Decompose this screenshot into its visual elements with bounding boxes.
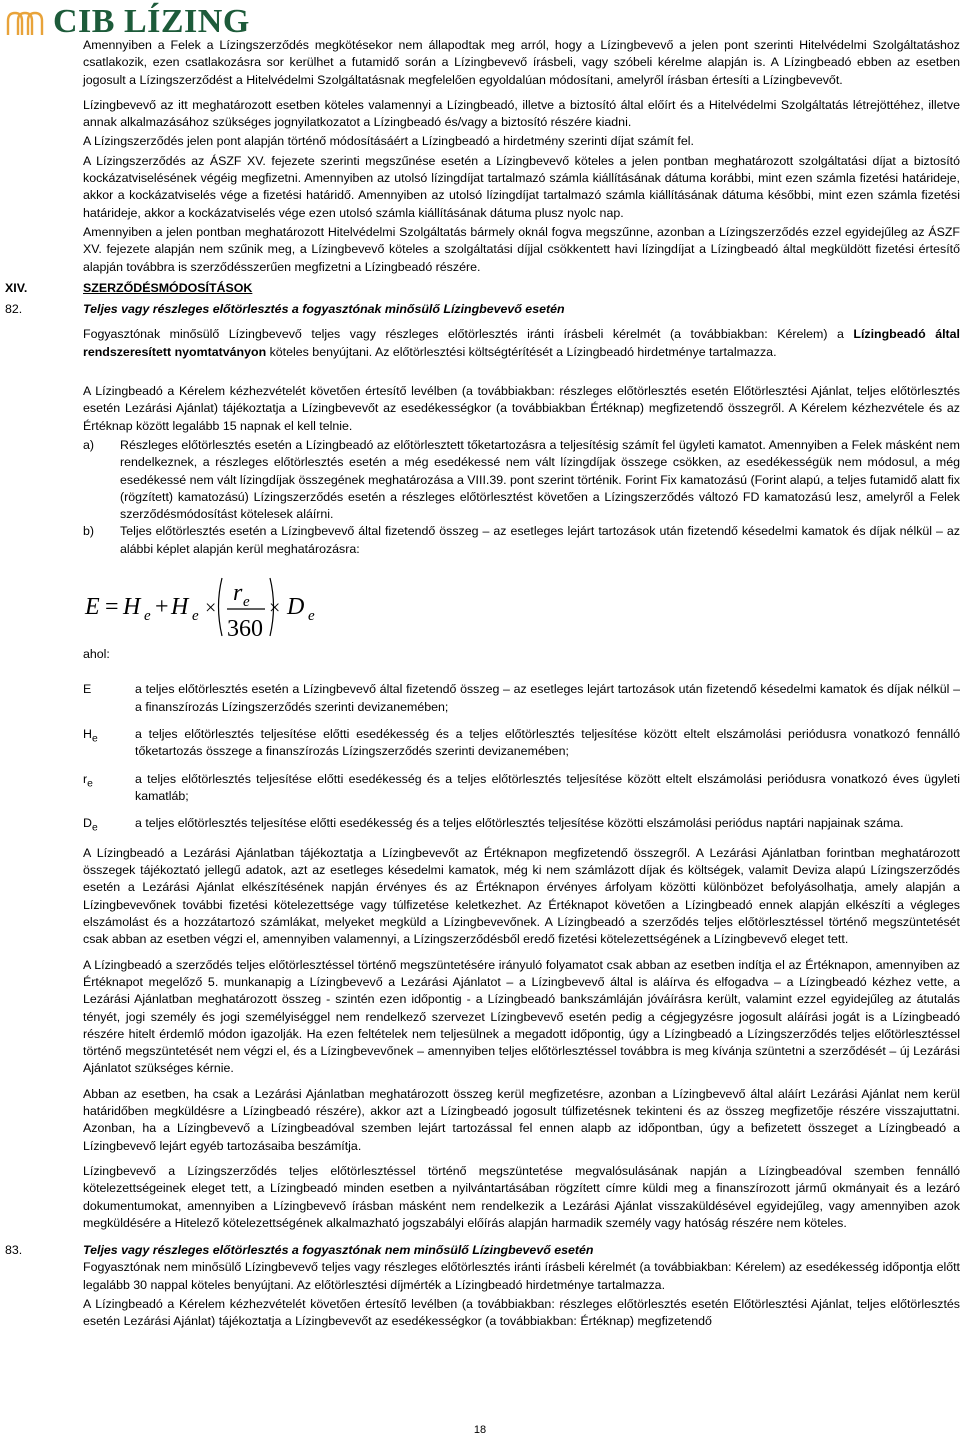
section-title: SZERZŐDÉSMÓDOSÍTÁSOK	[83, 280, 253, 295]
header	[5, 2, 250, 42]
formula-plus: +	[155, 594, 169, 621]
symbol-letter: r	[83, 771, 88, 786]
paragraph: A Lízingszerződés az ÁSZF XV. fejezete szerinti megszűnése esetén a Lízingbevevő köteles a jelen pontban meghatározott szolgáltatási díjat a biztosító kockázatviselésének végéig megfizetni. Amennyiben az utolsó lízingdíjat tartalmazó számla kiállításának dátuma korábbi, mint ezen számla fizetési határideje, akkor a kockázatviselés vége a fizetési határidő. Amennyiben az utolsó lízingdíjat tartalmazó számla kiállításának dátuma későbbi, mint ezen számla fizetési határideje, akkor a kockázatviselés vége ezen utolsó számla kiállításának dátuma plusz nyolc nap.	[83, 153, 960, 220]
item-number: 83.	[5, 1243, 23, 1258]
formula-h1-sub: e	[144, 608, 151, 625]
paragraph	[83, 326, 960, 361]
definition-row	[83, 681, 960, 716]
definition-symbol	[83, 815, 135, 837]
symbol-letter: H	[83, 726, 92, 741]
definition-row	[83, 726, 960, 761]
formula-d-sub: e	[308, 608, 315, 625]
item-heading-82	[5, 301, 960, 318]
list-item	[83, 437, 960, 523]
list-label: b)	[83, 524, 95, 539]
definition-symbol	[83, 771, 135, 806]
paragraph: Amennyiben a Felek a Lízingszerződés megkötésekor nem állapodtak meg arról, hogy a Lízingbevevő a jelen pont szerinti Hitelvédelmi Szolgáltatáshoz csatlakozik, ezen csatlakozásra sor kerülhet a futamidő során a Lízingbevevő írásbeli, vagy szóbeli kérelme alapján is. A Lízingbeadó ebben az esetben jogosult a Lízingszerződést a Hitelvédelmi Szolgáltatásnak megfelelően egyoldalúan módosítani, amelyről írásban értesíti a Lízingbevevőt.	[83, 38, 960, 87]
formula-e: E	[85, 594, 100, 621]
paragraph: Lízingbevevő az itt meghatározott esetben köteles valamennyi a Lízingbeadó, illetve a biztosító által előírt és a Hitelvédelmi Szolgáltatás létrejöttéhez, illetve annak alkalmazásához szükséges jognyilatkozatot a Lízingbeadó és/vagy a biztosító részére kiadni.	[83, 97, 960, 130]
symbol-letter: E	[83, 682, 92, 697]
section-number: XIV.	[5, 280, 28, 295]
definition-text: a teljes előtörlesztés teljesítése előtti esedékesség és a teljes előtörlesztés teljesítése között eltelt elszámolási periódusra vonatkozó éves ügyleti kamatláb;	[135, 771, 960, 803]
definition-text: a teljes előtörlesztés esetén a Lízingbevevő által fizetendő összeg – az esetleges lejárt tartozások után fizetendő késedelmi kamatok és díjak nélkül – a finanszírozás Lízingszerződés szerinti devizanemében;	[135, 682, 960, 714]
list-text: Teljes előtörlesztés esetén a Lízingbevevő által fizetendő összeg – az esetleges lejárt tartozások után fizetendő késedelmi kamatok és díjak nélkül – az alábbi képlet alapján kerül meghatározásra:	[120, 524, 960, 556]
list-item	[83, 523, 960, 558]
formula-h2-sub: e	[192, 608, 199, 625]
text-run: köteles benyújtani. Az előtörlesztési költségtérítését a Lízingbeadó hirdetménye tartalmazza.	[266, 344, 777, 359]
symbol-sub: e	[91, 822, 98, 834]
formula-equals: =	[105, 594, 119, 621]
paragraph: Amennyiben a jelen pontban meghatározott Hitelvédelmi Szolgáltatás bármely oknál fogva megszűnne, azonban a Lízingszerződés ezzel egyidejűleg az ÁSZF XV. fejezete alapján nem szűnik meg, a Lízingbevevő köteles a szolgáltatási díjjal csökkentett havi lízingdíjat a Lízingbeadó által megküldött fizetési értesítő alapján továbbra is szerződésszerűen megfizetni a Lízingbeadó részére.	[83, 224, 960, 274]
formula-h2: H	[171, 594, 189, 621]
formula-left-paren	[219, 578, 223, 636]
formula-r-sub: e	[243, 594, 250, 611]
document-body	[5, 37, 960, 1333]
symbol-sub: e	[91, 733, 98, 745]
definition-symbol	[83, 726, 135, 761]
item-title: Teljes vagy részleges előtörlesztés a fogyasztónak minősülő Lízingbevevő esetén	[83, 302, 565, 317]
definition-row	[83, 771, 960, 806]
definition-text: a teljes előtörlesztés teljesítése előtti esedékesség és a teljes előtörlesztés teljesítése között eltelt elszámolási periódusra vonatkozó fennálló tőketartozás összege a finanszírozás Lízingszerződés szerinti devizanemében;	[135, 726, 960, 759]
paragraph: A Lízingszerződés jelen pont alapján történő módosításáért a Lízingbeadó a hirdetmény szerinti díjat számít fel.	[83, 134, 694, 149]
paragraph: A Lízingbeadó a szerződés teljes előtörlesztéssel történő megszüntetésére irányuló folyamatot csak abban az esetben indítja el az Értéknapon, amennyiben az Értéknapot megelőző 5. munkanapig a Lízingbevevő a Lezárási Ajánlatot – a Lízingbevevő által is aláírva és elfogadva – a Lízingbeadó kézhez vette, a Lezárási Ajánlatban meghatározott összeg - szintén ezen időpontig - a Lízingbeadó bankszámláján jóváírásra került, valamint ezzel egyidejűleg az átutalás tényét, jogi személy és jogi személyiséggel nem rendelkező szervezet Lízingbevevő esetén pedig a cégjegyzésre jogosult aláírási jogát is a Lízingbeadó részére hitelt érdemlő módon igazolják. Ha ezen feltételek nem teljesülnek a megadott időpontig, úgy a Lízingbeadó a Lízingszerződés teljes előtörlesztéssel történő megszüntetését nem végzi el, és a Lízingbevevőnek – amennyiben teljes előtörlesztéssel továbbra is meg kívánja szüntetni a szerződését – új Lezárási Ajánlatot szükséges kérnie.	[83, 957, 960, 1076]
formula	[83, 564, 960, 642]
formula-r: r	[233, 580, 243, 607]
paragraph: Fogyasztónak nem minősülő Lízingbevevő teljes vagy részleges előtörlesztés iránti írásbeli kérelmét (a továbbiakban: Kérelem) az esedékesség időpontja előtt legalább 30 nappal köteles benyújtani. Az előtörlesztési díjmérték a Lízingbeadó hirdetménye tartalmazza.	[83, 1260, 960, 1292]
company-logo-text: CIB LÍZING	[53, 3, 250, 40]
ahol-label: ahol:	[83, 647, 110, 662]
list-label: a)	[83, 437, 95, 452]
cib-logo-icon	[5, 5, 45, 39]
formula-h1: H	[123, 594, 141, 621]
paragraph: A Lízingbeadó a Kérelem kézhezvételét követően értesítő levélben (a továbbiakban: részleges előtörlesztés esetén Előtörlesztési Ajánlat, teljes előtörlesztés esetén Lezárási Ajánlat) tájékoztatja a Lízingbevevőt az esedékességkor (a továbbiakban Értéknap) megfizetendő összegről. A Kérelem kézhezvétele és az Értéknap között legalább 15 napnak el kell telnie.	[83, 384, 960, 433]
paragraph: A Lízingbeadó a Lezárási Ajánlatban tájékoztatja a Lízingbevevőt az Értéknapon megfizetendő összegről. A Lezárási Ajánlatban forintban meghatározott összegek tájékoztató jellegű adatok, azt az esetleges késedelmi kamatok, még ki nem számlázott díjak és költségek, valamit Deviza alapú Lízingszerződés esetén a Lezárási Ajánlat elkészítésének napján érvényes és az Értéknapon érvényes árfolyam közötti különbözet befolyásolhatja, amely alapján a Lízingbevevőnek további fizetési kötelezettsége vagy túlfizetése keletkezhet. Az Értéknapot követően a Lízingbeadó ennek alapján elkészíti a végleges elszámolást és a hozzátartozó számlákat, melyeket megküld a Lízingbevevőnek. A Lízingbeadó a szerződés teljes előtörlesztéssel történő megszüntetését csak abban az esetben végzi el, amennyiben valamennyi, a Lízingszerződésből eredő fizetési kötelezettségének a Lízingbevevő eleget tett.	[83, 845, 960, 947]
definition-text: a teljes előtörlesztés teljesítése előtti esedékesség és a teljes előtörlesztés teljesítése közötti elszámolási periódus naptári napjainak száma.	[135, 816, 904, 831]
item-heading-83	[5, 1242, 960, 1259]
section-heading	[5, 280, 960, 297]
formula-svg	[83, 564, 483, 642]
item-title: Teljes vagy részleges előtörlesztés a fogyasztónak nem minősülő Lízingbevevő esetén	[83, 1243, 594, 1258]
definition-symbol	[83, 681, 135, 716]
formula-times-1: ×	[205, 597, 217, 620]
list-text: Részleges előtörlesztés esetén a Lízingbeadó az előtörlesztett tőketartozásra a teljesítésig számít fel ügyleti kamatot. Amennyiben a Felek másként nem rendelkeznek, a részleges előtörlesztés esetén a még esedékessé nem vált lízingdíjak összege csökken, az esedékességük nem módosul, a még esedékessé nem vált lízingdíjak összegének meghatározása a VIII.39. pont szerint történik. Forint Fix kamatozású (Forint alapú, a teljes futamidő alatt fix (rögzített) kamatozású) Lízingszerződés esetén a részleges előtörlesztést követően a Lízingszerződés változó FD kamatozású lesz, amelyről a Felek szerződésmódosítást kötelesek aláírni.	[120, 437, 960, 522]
paragraph: Lízingbevevő a Lízingszerződés teljes előtörlesztéssel történő megszüntetése megvalósulásának napján a Lízingbeadóval szemben fennálló kötelezettségeinek eleget tett, a Lízingbeadó minden esetben a nyilvántartásában rögzített címre küldi meg a finanszírozott jármű okmányait és a lezáró dokumentumokat, amennyiben a Lízingbevevő írásban másként nem rendelkezik a Lezárási Ajánlat visszaküldésével egyidejűleg, vagy amennyiben azok megküldésére a Hitelező kötelezettségének alkalmazható jogszabályi előírás alapján harmadik személy vagy hatóság részére nem köteles.	[83, 1163, 960, 1230]
paragraph: A Lízingbeadó a Kérelem kézhezvételét követően értesítő levélben (a továbbiakban: részleges előtörlesztés esetén Előtörlesztési Ajánlat, teljes előtörlesztés esetén Lezárási Ajánlat) tájékoztatja a Lízingbevevőt az esedékességkor (a továbbiakban: Értéknap) megfizetendő	[83, 1296, 960, 1329]
formula-times-2: ×	[269, 597, 281, 620]
symbol-letter: D	[83, 816, 92, 831]
item-number: 82.	[5, 302, 23, 317]
bold-text-run: Lízingbeadó által rendszeresített nyomtatványon	[83, 327, 960, 359]
page-number: 18	[473, 1424, 487, 1436]
symbol-sub: e	[87, 777, 93, 789]
definition-row	[83, 815, 960, 837]
formula-denominator: 360	[227, 616, 263, 643]
formula-d: D	[287, 594, 305, 621]
paragraph: Abban az esetben, ha csak a Lezárási Ajánlatban meghatározott összeg kerül megfizetésre, azonban a Lízingbevevő által aláírt Lezárási Ajánlat nem kerül határidőben megküldésre a Lízingbeadó részére), akkor azt a Lízingbeadó jogosult túlfizetésnek tekinteni és az összeg megfizetője részére visszajuttatni. Azonban, ha a Lízingbevevő a Lízingbeadóval szemben lejárt tartozással fel ennen alapb az időpontban, úgy a befizetett összeget a Lízingbeadó a Lízingbevevő lejárt egyéb tartozásaiba beszámítja.	[83, 1086, 960, 1153]
text-run: Fogyasztónak minősülő Lízingbevevő teljes vagy részleges előtörlesztés iránti írásbeli kérelmét (a továbbiakban: Kérelem) a	[83, 327, 854, 342]
